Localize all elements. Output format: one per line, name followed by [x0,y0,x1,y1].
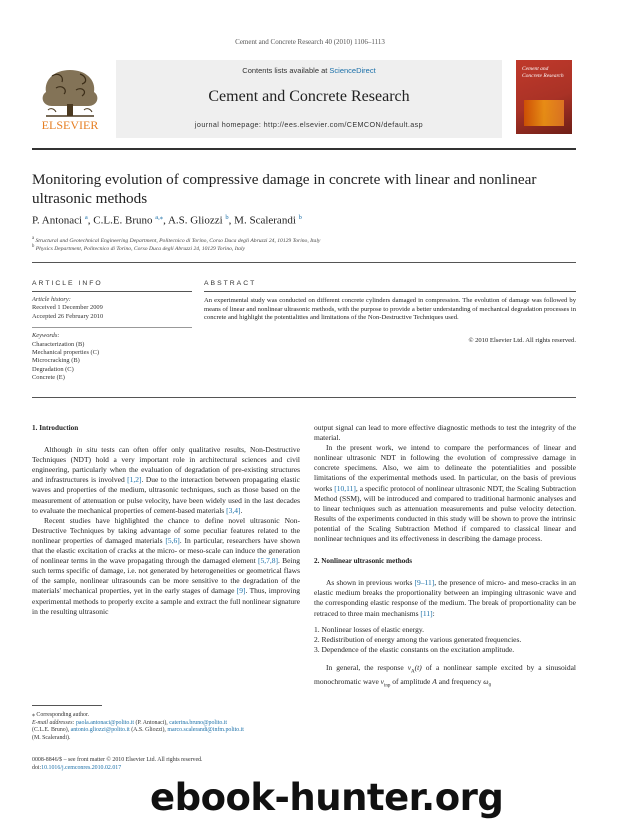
footnote [32,712,300,742]
affiliation: $^b$ Physics Department, Politecnico di Torino, Corso Duca degli Abruzzi 24, 10129 Torino, Italy [32,244,245,252]
info-separator [32,327,192,328]
header-divider [32,148,576,150]
list-item: 3. Dependence of the elastic constants on the excitation amplitude. [314,644,515,654]
citation-link[interactable]: [9–11] [414,578,435,588]
body-paragraph: Recent studies have highlighted the chance to define novel ultrasonic Non-Destructive Techniques by taking advantage of some peculiar features related to the nonlinear properties of damaged materials [5,6]. In particular, researchers have shown that the elastic excitation of cracks at the micro- or meso-scale can induce the generation of nonlinear terms in the wave propagating through the damaged element [5,7,8]. Being such terms specific of damage, i.e. not generated by heterogeneities or geometrical flaws of the sample, nonlinear ultrasounds can be more sensitive to the degradation of the materials' mechanical properties, yet in the early stages of damage [9]. Thus, improving experimental methods to properly excite a sample and extract the full nonlinear signature in the resulting ultrasonic [32,515,300,616]
contents-prefix: Contents lists available at [242,66,330,75]
elsevier-wordmark: ELSEVIER [41,118,99,132]
list-item: 2. Redistribution of energy among the various generated frequencies. [314,634,522,644]
journal-name: Cement and Concrete Research [208,88,410,105]
keyword-item: Characterization (B) [32,340,85,348]
issn-line: 0008-8846/$ – see front matter © 2010 Elsevier Ltd. All rights reserved. [32,757,203,763]
list-item: 1. Nonlinear losses of elastic energy. [314,624,424,634]
article-info-heading: ARTICLE INFO [32,280,103,287]
body-paragraph: In general, the response $v_A(t)$ of a nonlinear sample excited by a sinusoidal monochromatic wave $v_{inp}$ of amplitude A and frequency $\omega_0$ [314,662,576,689]
body-paragraph: As shown in previous works [9–11], the presence of micro- and meso-cracks in an elastic medium breaks the proportionality between an impinging ultrasonic wave and the corresponding elastic response of the medium. The break of proportionality can be retraced to three main mechanisms [11]: [314,578,576,618]
article-title: Monitoring evolution of compressive damage in concrete with linear and nonlinear ultrasonic methods [32,171,537,207]
journal-citation: Cement and Concrete Research 40 (2010) 1106–1113 [235,38,385,46]
title-divider [32,262,576,263]
history-label: Article history: [32,296,71,303]
author-affiliation-mark[interactable]: b [298,214,302,221]
citation-link[interactable]: [5,6] [165,535,180,545]
journal-cover-image [516,60,572,134]
doi-link[interactable]: 10.1016/j.cemconres.2010.02.017 [41,764,122,771]
abstract-divider [204,291,576,292]
abstract-heading: ABSTRACT [204,280,257,287]
citation-link[interactable]: [3,4] [226,505,241,515]
citation-link[interactable]: [5,7,8] [257,556,278,566]
section-heading: 1. Introduction [32,424,79,432]
corresponding-author-note: ⁎ Corresponding author. [32,712,90,718]
body-left-column [32,423,300,617]
citation-link[interactable]: [11] [420,608,433,618]
keyword-item: Mechanical properties (C) [32,349,100,357]
email-link[interactable]: paola.antonaci@polito.it [75,719,135,726]
keyword-item: Degradation (C) [32,365,74,373]
doi-line: doi:10.1016/j.cemconres.2010.02.017 [32,764,122,771]
keyword-item: Microcracking (B) [32,357,80,365]
author-affiliation-mark[interactable]: b [225,214,229,221]
author-name: P. Antonaci [32,214,83,227]
elsevier-tree-icon [32,62,108,132]
section-heading: 2. Nonlinear ultrasonic methods [314,557,413,566]
sciencedirect-link[interactable]: ScienceDirect [329,66,376,75]
author-name: A.S. Gliozzi [167,214,223,227]
author-affiliation-mark[interactable]: a,⁎ [155,214,164,221]
body-right-column [314,423,576,692]
received-date: Received 1 December 2009 [32,304,103,312]
body-paragraph: output signal can lead to more effective diagnostic methods to test the integrity of the material. [314,423,576,443]
copyright-notice: © 2010 Elsevier Ltd. All rights reserved. [468,337,576,344]
abstract-text: An experimental study was conducted on different concrete cylinders damaged in compression. The evolution of damage was followed by means of linear and nonlinear ultrasonic methods, with the purpose to provide a better understanding of mechanical degradation processes in concrete and highlight the potentialities and limitations of the Non-Destructive Techniques used. [204,297,576,322]
footnote-divider [32,705,102,706]
author-affiliation-mark[interactable]: a [84,214,88,221]
journal-homepage[interactable]: journal homepage: http://ees.elsevier.com/CEMCON/default.asp [194,120,424,129]
watermark: ebook-hunter.org [150,776,504,819]
article-info [32,296,192,383]
cover-title: Cement and Concrete Research [522,66,564,79]
abstract-end-divider [32,397,576,398]
body-paragraph: Although in situ tests can often offer only qualitative results, Non-Destructive Techniques (NDT) hold a very important role in architectural sciences and civil engineering, particularly when the evaluation of degradation of pre-existing structures and infrastructures is involved [1,2]. Due to the interaction between propagating elastic waves and properties of the medium, ultrasonic techniques, such as those based on the measurement of attenuation or pulse velocity, have been widely used in the last decades to evaluate the mechanical properties of cement-based materials [3,4]. [32,445,300,515]
citation-link[interactable]: [10,11] [334,483,356,493]
issn-doi [32,757,300,772]
cover-art [524,100,564,126]
author-name: C.L.E. Bruno [93,214,153,227]
body-paragraph: In the present work, we intend to compare the performances of linear and nonlinear ultrasonic NDT in following the evolution of compressive damage in concrete specimens. Also, we aim to delineate the potentialities and possible limitations of the experimental methods used. In particular, on the basis of previous works [10,11], a specific protocol of nonlinear ultrasonic NDT, the Scaling Subtraction Method (SSM), will be introduced and compared to traditional harmonic analyses and to linear techniques such as attenuation measurements and pulse velocity detection. Results of the experiments conducted in this study will be shown to prove the intrinsic potential of the Scaling Subtraction Method if compared to classical linear and nonlinear techniques and its effectiveness in describing the damage process. [314,443,576,544]
keywords-label: Keywords: [32,332,60,340]
email-link[interactable]: marco.scalerandi@infm.polito.it [167,727,244,734]
email-link[interactable]: caterina.bruno@polito.it [169,719,228,726]
affiliation: $^a$ Structural and Geotechnical Engineering Department, Politecnico di Torino, Corso Duca degli Abruzzi 24, 10129 Torino, Italy [32,236,321,244]
elsevier-logo [32,62,108,132]
accepted-date: Accepted 26 February 2010 [32,312,104,320]
citation-link[interactable]: [9] [236,586,246,596]
info-divider [32,291,192,292]
author-name: M. Scalerandi [234,214,296,227]
keyword-item: Concrete (E) [32,374,65,382]
citation-link[interactable]: [1,2] [127,475,142,485]
contents-line [116,66,502,75]
email-link[interactable]: antonio.gliozzi@polito.it [70,727,130,734]
email-addresses: E-mail addresses: paola.antonaci@polito.it (P. Antonaci), caterina.bruno@polito.it (C.L.E. Bruno), antonio.gliozzi@polito.it (A.S. Gliozzi), marco.scalerandi@infm.polito.it (M. Scalerandi). [32,719,244,741]
mechanism-list [314,625,576,655]
author-list: P. Antonaci $^a$, C.L.E. Bruno $^{a,⁎}$, A.S. Gliozzi $^b$, M. Scalerandi $^b$ [32,214,302,227]
